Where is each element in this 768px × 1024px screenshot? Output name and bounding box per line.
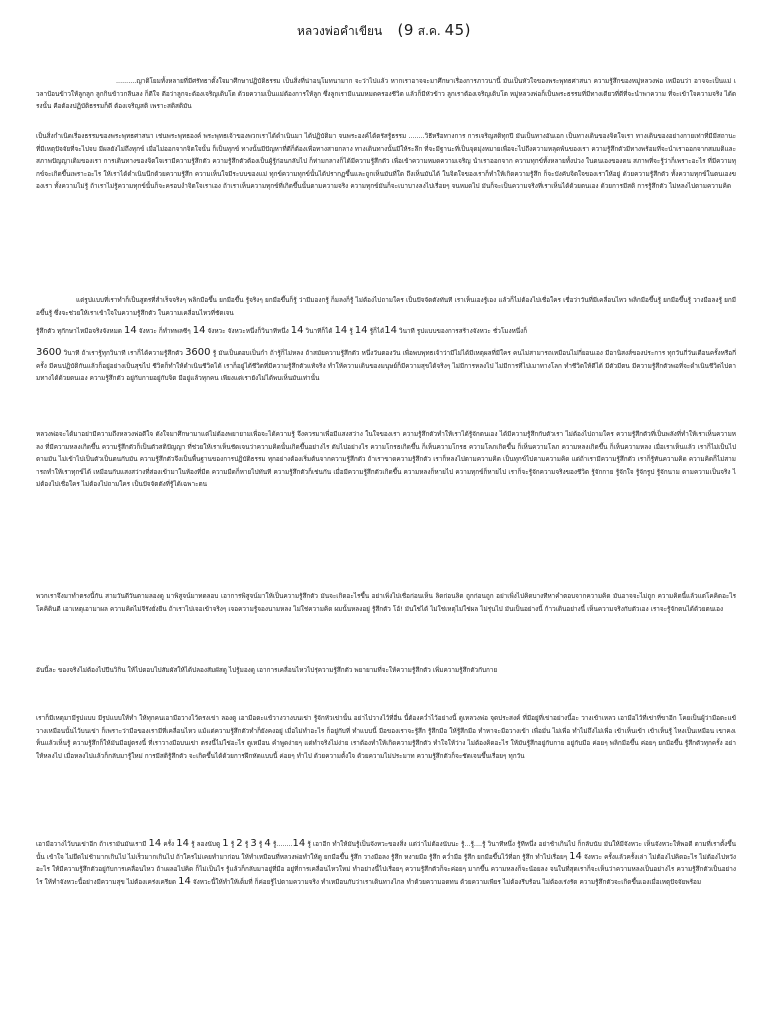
document-title: หลวงพ่อคำเขียน — [296, 24, 383, 38]
numeral: 14 — [569, 850, 582, 862]
numeral: 3600 — [36, 347, 62, 358]
date-month: ส.ค. — [417, 24, 441, 38]
date-close: 45) — [444, 21, 472, 39]
numeral: 3600 — [185, 347, 211, 358]
paragraph-9: เราก็มีเหตุมามีรูปแบบ มีรูปแบบให้ทำ ให้ทุกคนเอามือวางไว้ตรงเข่า ลองดู เอามือตะแข้วางวางบนเข่า รู้จักหัวเข่านั้น อย่าไปวางไว้ที่อื่น นี้ต้องคว่ำไว้อย่างนี้ ดูเหลวงพ่อ จุดประสงค์ ที่มีอยู่ที่เข่าอย่างนี้อะ วางเข้าเหลว เอามือไว้ที่เข่าที่ขาอีก โคยเป็นผู้ว่ามือตะแข้วางเหมือนนั้นไว้บนเข่า ก็เพราะว่ามือของเรามีที่เคลื่อนไหว แม้แต่ความรู้สึกตัวทำก็ยังคงอยู่ เมื่อไม่ทำอะไร ก็อยู่กับที่ ทำแบบนี้ มือของเราจะรู้สึก รู้สึกมือ ให้รู้สึกมือ ทำหาจะมือวางเข้า เพื่อมั่น ไม่เพื่อ ทำไม่ถึงไม่เพื่อ เข้าเห็นเข้า เข้าเห็นรู้ ไหงเป็นเหมือน เขาคงเห็นแล้วเห็นรู้ ความรู้สึกก็ให้มันมีอยู่ตรงนี้ ที่เราวางมือบนเข่า ตรงนี้ไม่ใช่อะไร ดูเหมือน คำพูดง่ายๆ แต่ทำจริงไม่ง่าย เราต้องทำให้เกิดความรู้สึกตัว ทำใจให้ว่าง ไม่ต้องคิดอะไร ให้มันรู้สึกอยู่กับกาย อยู่กับมือ ค่อยๆ พลิกมือขึ้น ค่อยๆ ยกมือขึ้น รู้สึกตัวทุกครั้ง อย่าให้หลงไป เมื่อหลงไปแล้วก็กลับมารู้ใหม่ การมีสติรู้สึกตัว จะเกิดขึ้นได้ด้วยการฝึกหัดแบบนี้ ค่อยๆ ทำไป ด้วยความตั้งใจ ด้วยความไม่ประมาท ความรู้สึกตัวก็จะชัดเจนขึ้นเรื่อยๆ ทุกวัน — [36, 714, 736, 760]
numeral: 14 — [334, 325, 348, 336]
numeral: 14 — [176, 838, 190, 849]
numeral: 14 — [178, 875, 191, 887]
numeral: 4 — [264, 838, 271, 849]
paragraph-1: ..........ญาติโยมทั้งหลายที่มีศรัทธาตั้งใจมาศึกษาปฏิบัติธรรม เป็นสิ่งที่น่าอนุโมทนามาก จะว่าไปแล้ว หากเราอาจจะมาศึกษาเรื่องการภาวนานี้ มันเป็นหัวใจของพระพุทธศาสนา ความรู้สึกของหมู่หลวงพ่อ เหมือนว่า อาจจะเป็นแม่ เวลาป้อนข้าวให้ลูกลูก ลูกกินข้าวกลืนลง ก็ดีใจ ดีอว่าลูกจะต้องเจริญเติบโต ด้วยความเป็นแม่ต้องการให้ลูก ซึ่งลูกเรามีแนมหมดครองชีวิต แล้วก็มีหัวข้าว ลูกเราต้องเจริญเติบโต หมู่หลวงพ่อก็เป็นพระธรรมที่มีทางเดียวที่ดีที่จะนำพาความ ที่จะเข้าใจความจริง ได้ตรงนั้น คือต้องปฏิบัติธรรมก็ดี ต้องเจริญสติ เพราะสติสติมัน — [36, 77, 736, 111]
paragraph-5: 3600 วินาที ถ้าเรารู้ทุกวินาที เราก็ได้ความรู้สึกตัว 3600 รู้ มันเป็นตอบเป็นกำ ถ้ารู้ก็ไม่หลง ถ้าสมัยความรู้สึกตัว หนึ่งวันตองวัน เพื่อพบพุทธเจ้าว่ามีไม่ได้มีเหตุผลที่มีใคร คนไม่สามารถเหมือนไม่กี่ยอนเอง มีอานิสงส์ของประการ ทุกวันกี่วันเดือนครั้งหรือกี่ครั้ง มีคนปฏิบัติกันแล้วก็อยู่อย่างเป็นสุขไป ชีวิตก็ทำให้ดำเนินชีวิตได้ เราก็อยู่ได้ชีวิตที่มีความรู้สึกตัวแท้จริง ทำให้ความเดินของมนุษย์ก็มีความสุขได้จริงๆ ไม่มีการหลงไป ไม่มีการที่ไปเมาทางโลก ทำชีวิตให้ดีได้ มีตัวมีตน มีความรู้สึกตัวพอที่จะดำเนินชีวิตไปตามทางได้ด้วยตนเอง ความรู้สึกตัว อยู่กับกายอยู่กับจิต มีอยู่แล้วทุกคน เพียงแต่เรายังไม่ได้พบเห็นมันเท่านั้น — [36, 347, 736, 383]
page-header — [0, 22, 768, 39]
numeral: 14 — [290, 325, 304, 336]
paragraph-7: พวกเราจึงมาทำตรงนี้กัน สามวันดีวันตามลองดู มาพิสูจน์มาทดลอบ เอาการพิสูจน์มาให้เป็นความรู้สึกตัว มันจะเกิดอะไรขึ้น อย่าเพิ่งไปเชื่อก่อนเห็น ลิดก่อนลิด ถูกก่อนถูก อย่าเพิ่งไปคิดบางทีหาคำตอบจากความคิด มันอาจจะไม่ถูก ความคิดนี้แล้วแต่โคคิดอะไร โคคิดินดี เอาเหตุเอามาผล ความคิดไม่จีรังยั่งยืน ถ้าเราไปเจอเข้าจริงๆ เจอความรู้จองนามหลง ไม่ใช่ความคิด ผมนั้นหลงอยู่ รู้สึกตัว โอ้! มันใช่ได้ ไม่ใช่เหตุไม่ใช่ผล ไม่รุ่นไป มันเป็นอย่างนี้ ก้าวเดินอย่างนี้ เห็นความจริงกับตัวเอง เราจะรู้จักตนได้ด้วยตนเอง — [36, 592, 736, 613]
date-open: (9 — [397, 21, 414, 39]
paragraph-3: แต่รูปแบบที่เราทำก็เป็นสูตรที่สำเร็จจริงๆ พลิกมือขึ้น ยกมือขึ้น รู้จริงๆ ยกมือขึ้นก็รู้ ว่ามีมองกรู้ ก็มลงก็รู้ ไม่ต้องไปถามใคร เป็นปัจจัตตังทันที เราเห็นเองรู้เอง แล้วก็ไม่ต้องไปเชื่อใคร เชื่อว่าวันที่มีเคลื่อนไหว พลิกมือขึ้นรู้ ยกมือขึ้นรู้ วางมือลงรู้ ยกมือขึ้นรู้ ซึ่งจะช่วยให้เราเข้าใจในความรู้สึกตัว ในความเคลื่อนไหวที่ชัดเจน — [36, 296, 736, 317]
numeral: 14 — [192, 325, 206, 336]
numeral: 14 — [148, 838, 162, 849]
paragraph-8: อันนี้ละ ของจริงไม่ต้องไปปีนวิกิน ให้ไปตอบไปสัมผัสให้ได้ปลองสัมผัสดู ไปรู้มองดู เอาการเคลื่อนไหวไปรุ่ความรู้สึกตัว พยายามที่จะให้ความรู้สึกตัว เพิ่มความรู้สึกตัวกับกาย — [36, 666, 498, 674]
paragraph-4: รู้สึกตัว ทุกักษาไหมือจริงจังหมด 14 จังหวะ ก็ทำทพลซีๆ 14 จังหวะ จังหวะหนึ่งก็วินาทีหนึ่ง 14 วินาทีก็ได้ 14 รู้ 14 รู้ก็ได้14 วินาที รูปแบบของการสร้างจังหวะ ชั่วโมงหนึ่งก็ — [36, 325, 528, 336]
numeral: 14 — [123, 325, 137, 336]
numeral: 2 — [236, 838, 243, 849]
numeral: 14 — [292, 838, 306, 849]
numeral: 14 — [384, 325, 397, 336]
paragraph-10: เอามือวางไว้บนเข่าอีก ถ้าเรามันมันเรามี 14 ครั้ง 14 รู้ ลองนับดู 1 รู้ 2 รู้ 3 รู้ 4 รู้........14 รู้ เอาอีก ทำให้มันรู้เป็นจังหวะของสิ่ง แต่ว่าไม่ต้องนับนะ รู้...รู้....รู้ วินาทีหนึ่ง รู้ทีหนึ่ง อย่าช้าเกินไป ก็กลับนับ มันให้มีจังหวะ เห็นจังหวะให้พอดี ตามที่เราตั้งขึ้นนั้น เข้าใจ ไม่ยึดไม่ช้ามากเกินไป ไม่เร็วมากเกินไป ถ้าใครไม่เคยทำมาก่อน ให้ทำเหมือนที่หลวงพ่อทำให้ดู ยกมือขึ้น รู้สึก วางมือลง รู้สึก หงายมือ รู้สึก คว่ำมือ รู้สึก ยกมือขึ้นไว้ที่อก รู้สึก ทำไปเรื่อยๆ 14 จังหวะ ครั้งแล้วครั้งเล่า ไม่ต้องไปคิดอะไร ไม่ต้องไปหวังอะไร ให้มีความรู้สึกตัวอยู่กับการเคลื่อนไหว ถ้าเผลอไปคิด ก็ไม่เป็นไร รู้แล้วก็กลับมาอยู่ที่มือ อยู่ที่การเคลื่อนไหวใหม่ ทำอย่างนี้ไปเรื่อยๆ ความรู้สึกตัวก็จะค่อยๆ มากขึ้น ความหลงก็จะน้อยลง จนในที่สุดเราก็จะเห็นว่าความหลงเป็นอย่างไร ความรู้สึกตัวเป็นอย่างไร ให้ทำจังหวะนี้อย่างมีความสุข ไม่ต้องเคร่งเครียด 14 จังหวะนี้ให้ทำให้เต็มที่ ก็ค่อยรู้ไปตามความจริง ทำเหมือนกับว่าเราเดินทางไกล ทำด้วยความอดทน ด้วยความเพียร ไม่ต้องรีบร้อน ไม่ต้องเร่งรัด ความรู้สึกตัวจะเกิดขึ้นเองเมื่อเหตุปัจจัยพร้อม — [36, 838, 736, 887]
paragraph-2: เป็นสิ่งกำเนิดเรื่องธรรมของพระพุทธศาสนา เช่นพระพุทธองค์ พระพุทธเจ้าของพวกเราได้ดำเนินมา ได้ปฏิบัติมา จนพระองค์ได้ตรัสรู้ธรรม ........วิธีหรือทางการ การเจริญสติทุกปี มันเป็นทางอันเอก เป็นทางเดินของจิตใจเรา ทางเดินของอย่างกายเท่าที่มีมีสถานะ ที่มีเหตุปัจจัยที่จะไปจบ มีผลยังไม่ถึงทุกข์ เมื่อไม่ออกจากจิตใจนั้น ก็เป็นทุกข์ ทางนั้นมีปัญหาที่ดีก็ต้องเพื่อทางสายกลาง ทางเดินทางนั้นมีให้ระลึก ที่จะมีฐานะที่เป็นจุดมุ่งหมายเพื่อจะไปถึงความหลุดพ้นของเรา ความรู้สึกตัวมีทางพร้อมที่จะนำเราออกจากสมมติและสภาพปัญญาเดิมของเรา การเดินทางของจิตใจเรามีความรู้สึกตัว ความรู้สึกตัวต้องเป็นผู้รู้ก่อนกลับไป ก็ท่ามกลางก็ได้มีความรู้สึกตัว เพื่อเข้าความหมดความเจริญ นำเราออกจาก ความทุกข์ทั้งหลายทั้งปวง ในตนเองของตน สภาพที่จะรู้ว่าก็เพราะอะไร ที่มีความทุกข์จะเกิดขึ้นเพราะอะไร ให้เราได้ดำเนินนึกด้วยความรู้สึก ความเห็นใจมีระบบของแม่ ทุกข์ความทุกข์นั้นได้ปรากฏขึ้นและถูกเห็นมันที่ใด ถึงเห็นมันได้ ในจิตใจของเราก็ทำให้เกิดความรู้สึก ก็จะบังคับจิตใจของเราให้อยู่ ด้วยความรู้สึกตัว ทั้งความทุกข์ในตนเองของเรา ทั้งความไม่รู้ ถ้าเราไม่รู้ความทุกข์นั้นก็จะครอบงำจิตใจเราเอง ถ้าเราเห็นความทุกข์ที่เกิดขึ้นนั้นตามความจริง ความทุกข์มันก็จะเบาบางลงไปเรื่อยๆ จนหมดไป มันก็จะเป็นความจริงที่เราเห็นได้ด้วยตนเอง ด้วยการมีสติ การรู้สึกตัว ไม่หลงไปตามความคิด — [36, 132, 736, 191]
numeral: 3 — [250, 838, 257, 849]
numeral: 1 — [222, 838, 229, 849]
numeral: 14 — [354, 325, 368, 336]
paragraph-6: หลวงพ่อจะได้มาอย่ามีความถึงหลวงพ่อดีใจ ดังใจมาศึกษามาแต่ไม่ต้องพยายามเพื่อจะได้ความรู้ จึงควรมาเพื่อมีแสงสว่าง ในใจของเรา ความรู้สึกตัวทำให้เราได้รู้จักตนเอง ได้มีความรู้สึกกับตัวเรา ไม่ต้องไปถามใคร ความรู้สึกตัวที่เป็นพลังที่ทำให้เราเห็นความหลง ที่มีความหลงเกิดขึ้น ความรู้สึกตัวก็เป็นตัวสติปัญญา ที่ช่วยให้เราเห็นชัดเจนว่าความคิดนั้นเกิดขึ้นอย่างไร ดับไปอย่างไร ความโกรธเกิดขึ้น ก็เห็นความโกรธ ความโลภเกิดขึ้น ก็เห็นความโลภ ความหลงเกิดขึ้น ก็เห็นความหลง เมื่อเราเห็นแล้ว เราก็ไม่เป็นไปตามมัน ไม่เข้าไปเป็นตัวเป็นตนกับมัน ความรู้สึกตัวจึงเป็นพื้นฐานของการปฏิบัติธรรม ทุกอย่างต้องเริ่มต้นจากความรู้สึกตัว ถ้าเราขาดความรู้สึกตัว เราก็หลงไปตามความคิด เป็นทุกข์ไปตามความคิด แต่ถ้าเรามีความรู้สึกตัว เราก็รู้ทันความคิด ความคิดก็ไม่สามารถทำให้เราทุกข์ได้ เหมือนกับแสงสว่างที่ส่องเข้ามาในห้องที่มืด ความมืดก็หายไปทันที ความรู้สึกตัวก็เช่นกัน เมื่อมีความรู้สึกตัวเกิดขึ้น ความหลงก็หายไป ความทุกข์ก็หายไป เราก็จะรู้จักความจริงของชีวิต รู้จักกาย รู้จักใจ รู้จักรูป รู้จักนาม ตามความเป็นจริง ไม่ต้องไปเชื่อใคร ไม่ต้องไปถามใคร เป็นปัจจัตตังที่รู้ได้เฉพาะตน — [36, 430, 736, 489]
